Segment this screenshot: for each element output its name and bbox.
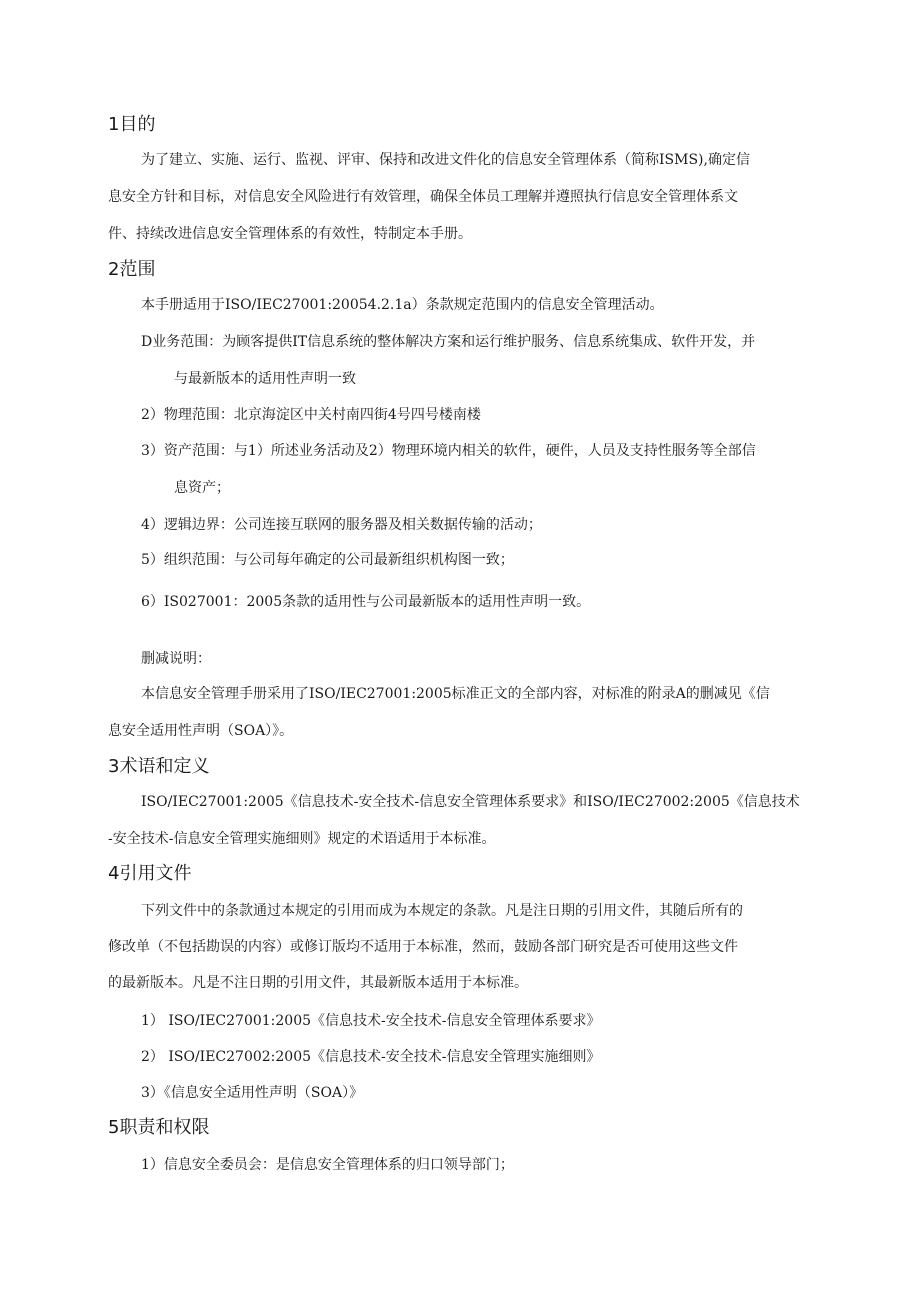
paragraph-line: 息安全方针和目标，对信息安全风险进行有效管理，确保全体员工理解并遵照执行信息安全管理体系文: [108, 189, 738, 205]
paragraph-line: 本手册适用于ISO/IEC27001:20054.2.1a）条款规定范围内的信息安全管理活动。: [141, 297, 664, 313]
paragraph-line: 下列文件中的条款通过本规定的引用而成为本规定的条款。凡是注日期的引用文件，其随后所有的: [141, 903, 743, 919]
heading-purpose: 1目的: [108, 114, 156, 135]
paragraph-line: 息安全适用性声明（SOA）》。: [108, 723, 294, 739]
reference-item: 2） ISO/IEC27002:2005《信息技术-安全技术-信息安全管理实施细则》: [141, 1049, 601, 1065]
paragraph-line: 为了建立、实施、运行、监视、评审、保持和改进文件化的信息安全管理体系（简称ISMS),确定信: [141, 152, 750, 168]
list-item: D业务范围：为顾客提供IT信息系统的整体解决方案和运行维护服务、信息系统集成、软件开发，并: [141, 334, 756, 350]
list-item: 1）信息安全委员会：是信息安全管理体系的归口领导部门；: [141, 1157, 514, 1173]
paragraph-line: 本信息安全管理手册采用了ISO/IEC27001:2005标准正文的全部内容，对标准的附录A的删减见《信: [141, 686, 770, 702]
paragraph-line: -安全技术-信息安全管理实施细则》规定的术语适用于本标准。: [108, 831, 496, 847]
list-item: 5）组织范围：与公司每年确定的公司最新组织机构图一致；: [141, 552, 514, 568]
list-item-continuation: 息资产；: [174, 480, 230, 496]
list-item: 6）IS027001：2005条款的适用性与公司最新版本的适用性声明一致。: [141, 594, 591, 610]
list-item: 2）物理范围：北京海淀区中关村南四街4号四号楼南楼: [141, 407, 481, 423]
heading-references: 4引用文件: [108, 863, 192, 884]
reference-item: 1） ISO/IEC27001:2005《信息技术-安全技术-信息安全管理体系要求》: [141, 1013, 601, 1029]
heading-scope: 2范围: [108, 259, 156, 280]
reference-item: 3）《信息安全适用性声明（SOA）》: [141, 1085, 364, 1101]
list-item-continuation: 与最新版本的适用性声明一致: [174, 371, 356, 387]
heading-responsibilities: 5职责和权限: [108, 1117, 210, 1138]
heading-terms: 3术语和定义: [108, 756, 210, 777]
paragraph-line: ISO/IEC27001:2005《信息技术-安全技术-信息安全管理体系要求》和ISO/IEC27002:2005《信息技术: [141, 794, 800, 810]
paragraph-line: 件、持续改进信息安全管理体系的有效性，特制定本手册。: [108, 226, 472, 242]
list-item: 4）逻辑边界：公司连接互联网的服务器及相关数据传输的活动；: [141, 517, 542, 533]
paragraph-line: 修改单（不包括勘误的内容）或修订版均不适用于本标准，然而，鼓励各部门研究是否可使用这些文件: [108, 939, 738, 955]
note-title: 删减说明：: [141, 651, 211, 667]
paragraph-line: 的最新版本。凡是不注日期的引用文件，其最新版本适用于本标准。: [108, 975, 528, 991]
list-item: 3）资产范围：与1）所述业务活动及2）物理环境内相关的软件，硬件，人员及支持性服务等全部信: [141, 443, 756, 459]
